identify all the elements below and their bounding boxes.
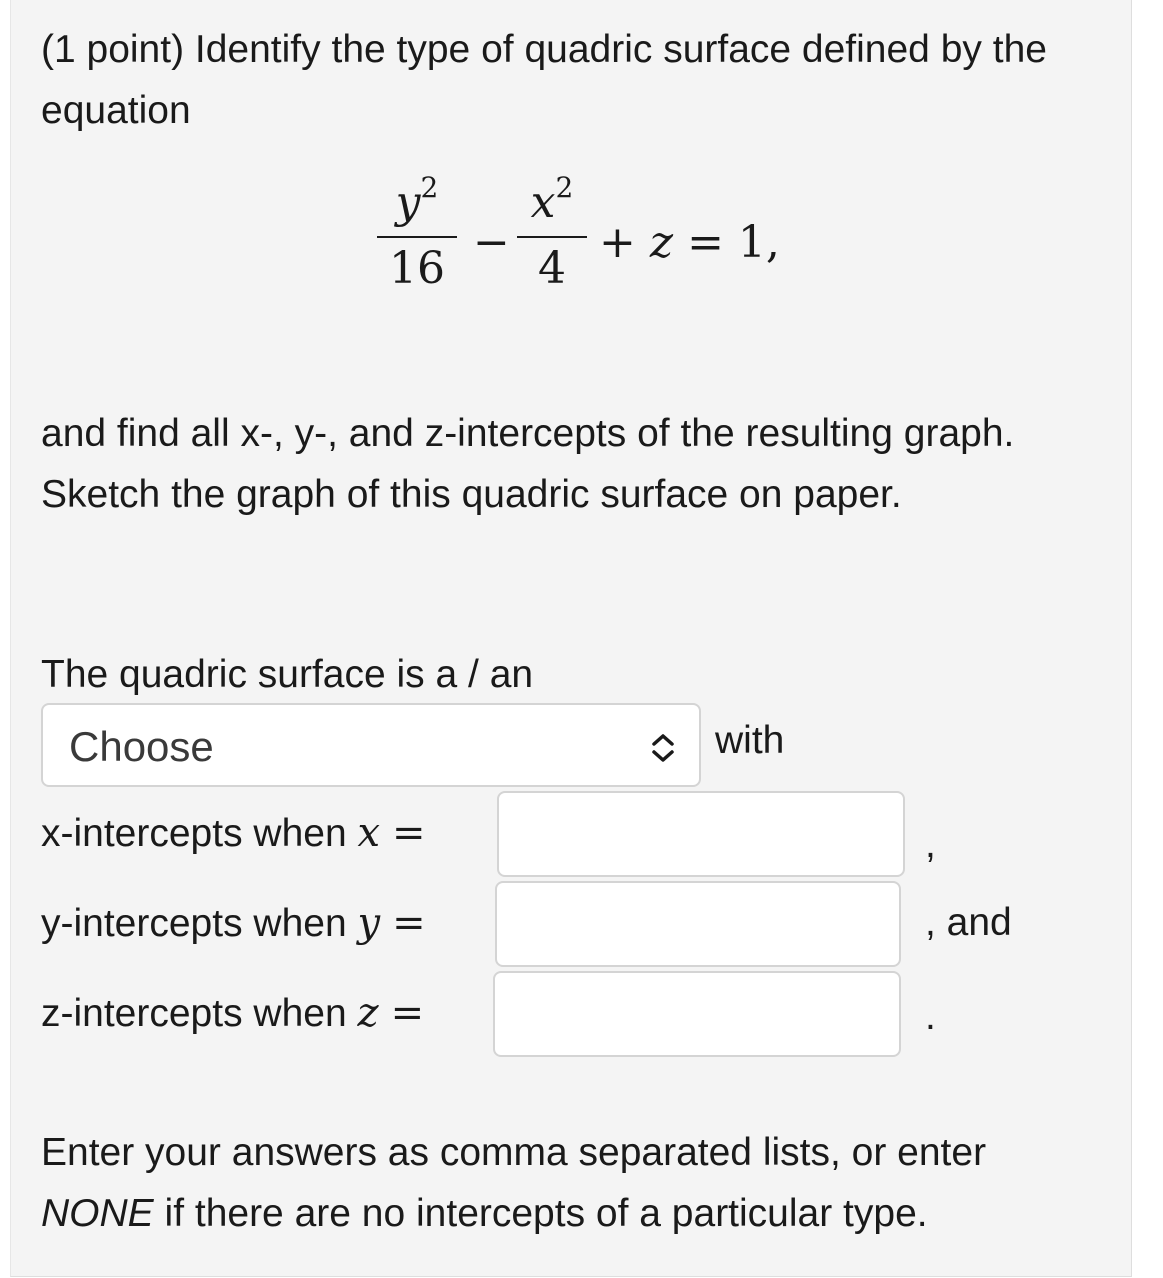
z-intercepts-suffix: .	[925, 995, 936, 1038]
eq-plus: +	[599, 217, 636, 268]
x-var: x	[357, 810, 381, 856]
z-intercepts-input[interactable]	[493, 971, 901, 1057]
surface-type-select[interactable]	[41, 703, 701, 787]
eq-term1-var: y	[395, 177, 421, 228]
with-label: with	[715, 719, 785, 762]
surface-type-select-value: Choose	[69, 723, 214, 770]
eq-z: z	[649, 217, 674, 268]
answer-format-note: Enter your answers as comma separated lists, or enter NONE if there are no intercepts of a particular type.	[41, 1131, 987, 1235]
eq-minus: −	[473, 217, 510, 268]
eq-term1-exp: 2	[420, 171, 439, 205]
y-intercepts-input[interactable]	[495, 881, 901, 967]
problem-container	[10, 0, 1132, 1277]
equals-sign: =	[392, 900, 426, 946]
eq-term2-exp: 2	[555, 171, 574, 205]
problem-instructions: and find all x-, y-, and z-intercepts of the resulting graph. Sketch the graph of this quadric surface on paper.	[41, 412, 1015, 516]
x-intercepts-label: x-intercepts when x =	[41, 810, 426, 856]
eq-term1-den: 16	[389, 243, 445, 294]
eq-term2-var: x	[530, 177, 556, 228]
chevron-up-down-icon	[649, 731, 677, 765]
fraction-bar	[377, 236, 457, 238]
x-intercepts-suffix: ,	[925, 823, 936, 866]
eq-term2-den: 4	[538, 243, 566, 294]
surface-prompt: The quadric surface is a / an	[41, 653, 534, 696]
y-intercepts-label: y-intercepts when y =	[41, 900, 426, 946]
none-keyword: NONE	[41, 1192, 154, 1235]
fraction-x-squared-over-4	[517, 171, 587, 298]
fraction-bar	[517, 236, 587, 238]
eq-rest	[599, 218, 780, 268]
y-var: y	[357, 900, 381, 946]
eq-rhs: = 1,	[687, 217, 780, 268]
x-intercepts-input[interactable]	[497, 791, 905, 877]
problem-intro: (1 point) Identify the type of quadric surface defined by the equation	[41, 28, 1047, 132]
equals-sign: =	[390, 990, 425, 1036]
equals-sign: =	[392, 810, 426, 856]
z-intercepts-label: z-intercepts when z =	[41, 990, 425, 1036]
fraction-y-squared-over-16	[377, 171, 457, 298]
y-intercepts-suffix: , and	[925, 901, 1012, 944]
z-var: z	[357, 990, 379, 1036]
